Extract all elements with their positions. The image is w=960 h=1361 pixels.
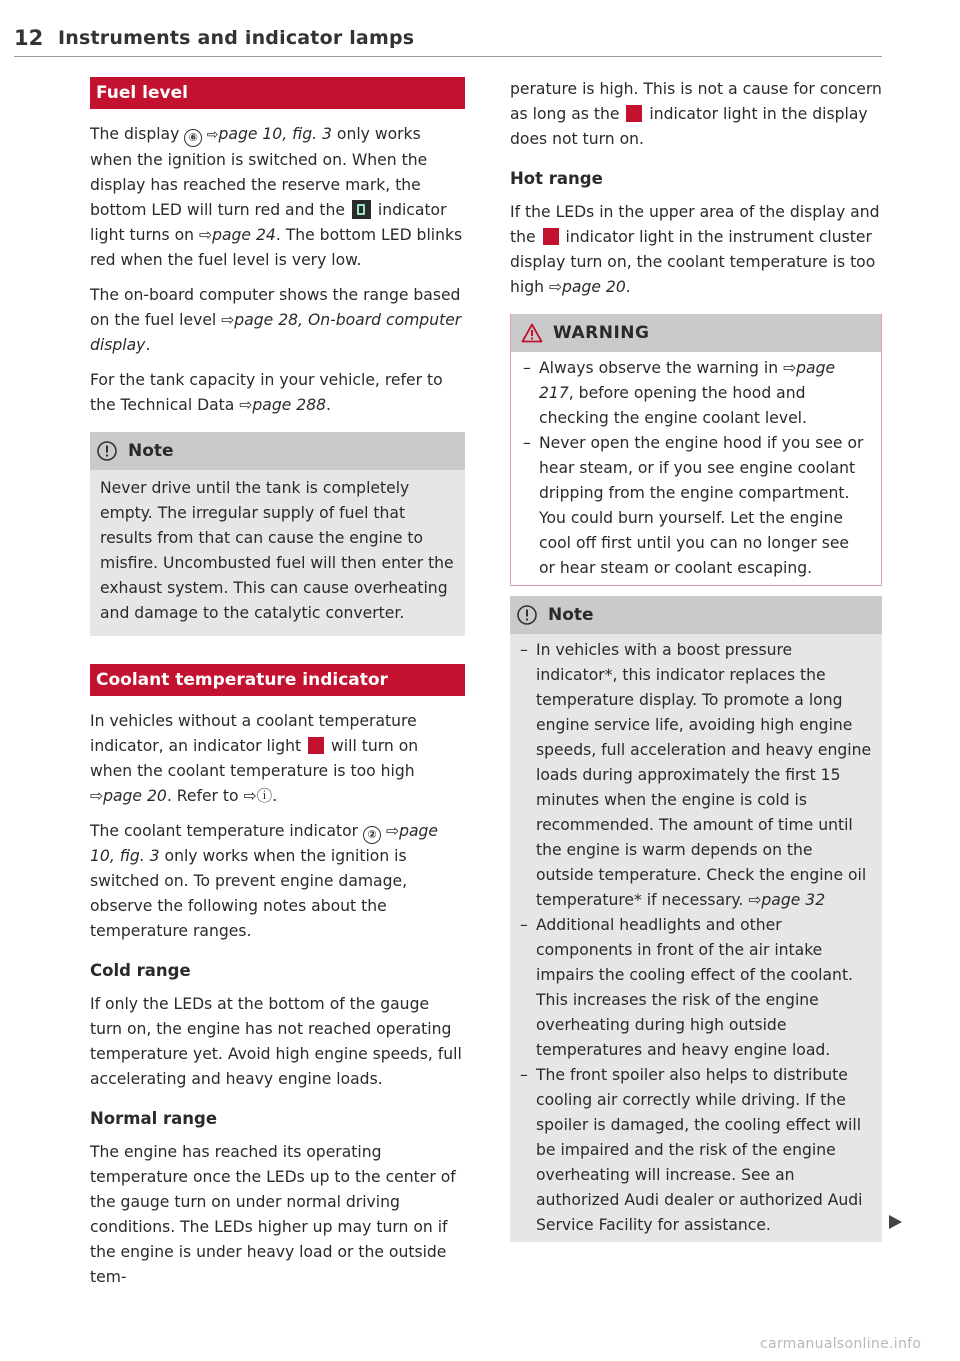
list-item: – Always observe the warning in ⇨page 217, before opening the hood and checking the engine coolant level. <box>523 356 869 431</box>
note-header: Note <box>510 596 882 634</box>
coolant-indicator-icon <box>626 105 642 122</box>
page-number: 12 <box>14 26 44 50</box>
link-page-10-fig-3[interactable]: page 10, fig. 3 <box>218 125 332 143</box>
normal-range-text-continued: perature is high. This is not a cause for concern as long as the indicator light in the display does not turn on. <box>510 80 882 148</box>
link-page-32[interactable]: page 32 <box>761 891 826 909</box>
hot-range-text: If the LEDs in the upper area of the display and the indicator light in the instrument cluster display turn on, the coolant temperature is too high ⇨page 20. <box>510 203 880 296</box>
warning-box <box>510 314 882 586</box>
note-info-icon <box>516 604 538 626</box>
subheading-hot-range: Hot range <box>510 169 603 188</box>
coolant-paragraph-1: In vehicles without a coolant temperature indicator, an indicator light will turn on when the coolant temperature is too high ⇨page 20. Refer to ⇨ⓘ. <box>90 712 419 805</box>
section-heading-coolant: Coolant temperature indicator <box>90 664 465 696</box>
page-header-title: Instruments and indicator lamps <box>58 27 415 49</box>
note-reference-icon[interactable]: ⓘ <box>256 787 273 805</box>
callout-2: ② <box>363 826 381 844</box>
coolant-paragraph-2: The coolant temperature indicator ② ⇨page 10, fig. 3 only works when the ignition is switched on. To prevent engine damage, observe the following notes about the temperature ranges. <box>90 822 439 940</box>
cold-range-text: If only the LEDs at the bottom of the gauge turn on, the engine has not reached operating temperature yet. Avoid high engine speeds, full accelerating and heavy engine loads. <box>90 995 462 1088</box>
warning-header: WARNING <box>511 314 881 352</box>
header-rule <box>14 56 882 57</box>
link-page-10-fig-3[interactable]: page 10, fig. 3 <box>90 822 439 865</box>
fuel-paragraph-1: The display ⑥ ⇨page 10, fig. 3 only works when the ignition is switched on. When the display has reached the reserve mark, the bottom LED will turn red and the indicator light turns on ⇨page 24. The bottom LED blinks red when the fuel level is very low. <box>90 125 463 269</box>
callout-6: ⑥ <box>184 129 202 147</box>
section-heading-fuel-level: Fuel level <box>90 77 465 109</box>
list-item: – Never open the engine hood if you see or hear steam, or if you see engine coolant dripping from the engine compartment. You could burn yourself. Let the engine cool off first until you can no longer see or hear steam or coolant escaping. <box>523 431 869 581</box>
list-item: – Additional headlights and other components in front of the air intake impairs the cooling effect of the coolant. This increases the risk of the engine overheating during high outside temperatures and heavy engine load. <box>520 913 872 1063</box>
note-box-coolant <box>510 596 882 1242</box>
note-fuel-text: Never drive until the tank is completely empty. The irregular supply of fuel that results from that can cause the engine to misfire. Uncombusted fuel will then enter the exhaust system. This can cause overheating and damage to the catalytic converter. <box>100 479 454 622</box>
link-page-288[interactable]: page 288 <box>252 396 327 414</box>
note-header: Note <box>90 432 465 470</box>
note-info-icon <box>96 440 118 462</box>
normal-range-text: The engine has reached its operating temperature once the LEDs up to the center of the gauge turn on under normal driving conditions. The LEDs higher up may turn on if the engine is under heavy load or the outside tem- <box>90 1143 456 1286</box>
right-column <box>510 77 882 1242</box>
fuel-indicator-icon <box>352 200 371 219</box>
list-item: – In vehicles with a boost pressure indicator*, this indicator replaces the temperature display. To promote a long engine service life, avoiding high engine speeds, full acceleration and heavy engine loads during approximately the first 15 minutes when the engine is cold is recommended. The amount of time until the engine is warm depends on the outside temperature. Check the engine oil temperature* if necessary. ⇨page 32 <box>520 638 872 913</box>
fuel-paragraph-3: For the tank capacity in your vehicle, refer to the Technical Data ⇨page 288. <box>90 371 443 414</box>
warning-list <box>523 356 869 581</box>
link-page-20[interactable]: page 20 <box>103 787 167 805</box>
coolant-indicator-icon <box>543 228 559 245</box>
link-page-28[interactable]: page 28, On-board computer display <box>90 311 462 354</box>
link-page-20[interactable]: page 20 <box>562 278 626 296</box>
list-item: – The front spoiler also helps to distribute cooling air correctly while driving. If the spoiler is damaged, the cooling effect will be impaired and the risk of the engine overheating will increase. See an authorized Audi dealer or authorized Audi Service Facility for assistance. <box>520 1063 872 1238</box>
note-list <box>520 638 872 1238</box>
footer-watermark: carmanualsonline.info <box>760 1336 922 1352</box>
note-box-fuel <box>90 432 465 636</box>
continue-arrow-icon[interactable] <box>889 1215 902 1229</box>
warning-triangle-icon <box>521 323 543 343</box>
coolant-indicator-icon <box>308 737 324 754</box>
fuel-paragraph-2: The on-board computer shows the range based on the fuel level ⇨page 28, On-board computer display. <box>90 286 462 354</box>
subheading-normal-range: Normal range <box>90 1109 218 1128</box>
left-column <box>90 77 465 1290</box>
subheading-cold-range: Cold range <box>90 961 191 980</box>
link-page-217[interactable]: page 217 <box>539 359 836 402</box>
link-page-24[interactable]: page 24 <box>212 226 276 244</box>
